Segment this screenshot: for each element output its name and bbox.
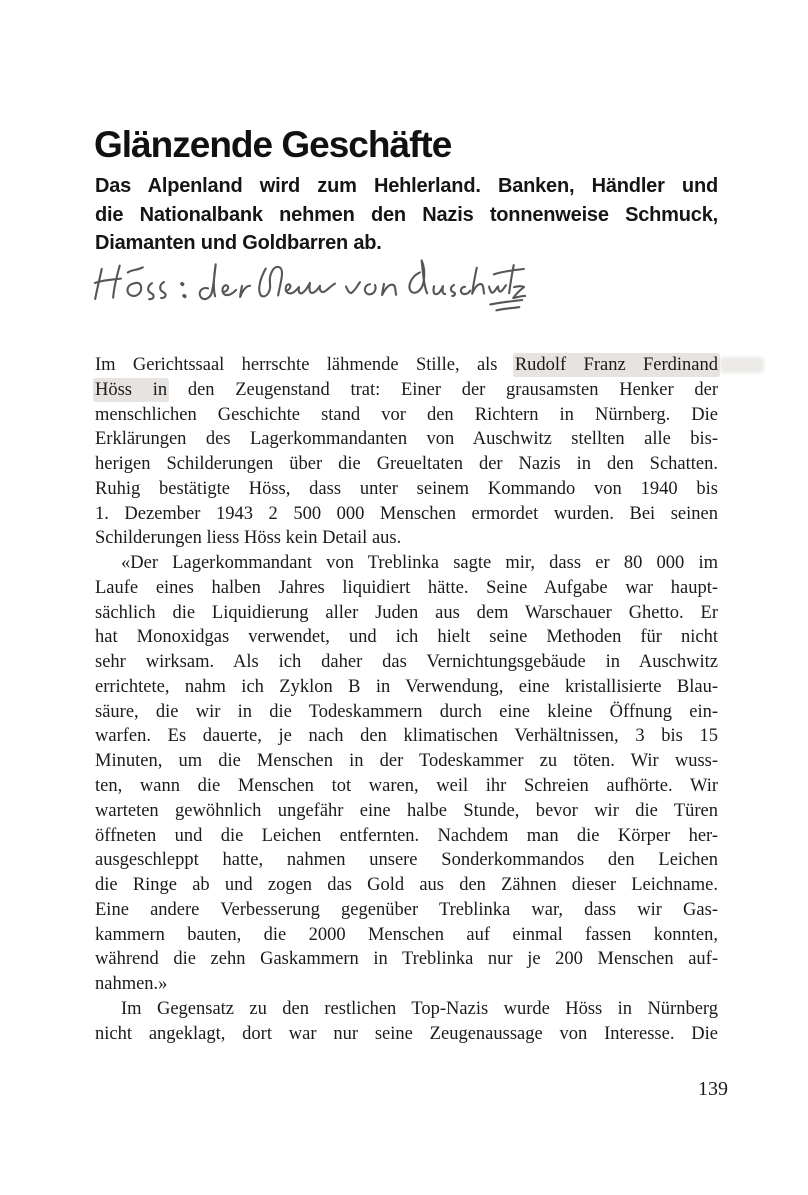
text-line: menschlichen Geschichte stand vor den Richtern in Nürnberg. Die (95, 404, 718, 425)
text-line: während die zehn Gaskammern in Treblinka nur je 200 Menschen auf- (95, 949, 718, 970)
text-line: Erklärungen des Lagerkommandanten von Auschwitz stellten alle bis- (95, 429, 718, 450)
text-line: Im Gerichtssaal herrschte lähmende Stille, als Rudolf Franz Ferdinand (95, 355, 718, 375)
text-line: Schilderungen liess Höss kein Detail aus. (95, 528, 402, 549)
text-line: nahmen.» (95, 974, 168, 995)
page-title: Glänzende Geschäfte (94, 123, 452, 165)
paragraph (95, 551, 718, 997)
text-line: warfen. Es dauerte, je nach den klimatischen Verhältnissen, 3 bis 15 (95, 726, 718, 747)
text-line: warteten gewöhnlich ungefähr eine halbe Stunde, bevor wir die Türen (95, 800, 718, 821)
lead-line: die Nationalbank nehmen den Nazis tonnenweise Schmuck, (95, 203, 718, 226)
text-line: 1. Dezember 1943 2 500 000 Menschen ermordet wurden. Bei seinen (95, 503, 718, 524)
text-line: öffneten und die Leichen entfernten. Nachdem man die Körper her- (95, 825, 718, 846)
text-line: Ruhig bestätigte Höss, dass unter seinem Kommando von 1940 bis (95, 478, 718, 499)
handwriting-strokes (90, 247, 527, 323)
page-number: 139 (698, 1078, 728, 1100)
text-line: Eine andere Verbesserung gegenüber Treblinka war, dass wir Gas- (95, 899, 718, 920)
paragraph (95, 353, 718, 551)
text-line: sächlich die Liquidierung aller Juden aus dem Warschauer Ghetto. Er (95, 602, 718, 623)
text-line: Im Gegensatz zu den restlichen Top-Nazis wurde Höss in Nürnberg (121, 998, 718, 1019)
text-line: sehr wirksam. Als ich daher das Vernichtungsgebäude in Auschwitz (95, 652, 718, 673)
text-line: Laufe eines halben Jahres liquidiert hätte. Seine Aufgabe war haupt- (95, 577, 718, 598)
body-text (95, 353, 718, 1046)
text-line: ausgeschleppt hatte, nahmen unsere Sonderkommandos den Leichen (95, 850, 718, 871)
highlighted-text: Rudolf Franz Ferdinand (514, 355, 718, 375)
text-line: «Der Lagerkommandant von Treblinka sagte mir, dass er 80 000 im (121, 553, 718, 574)
lead-line: Diamanten und Goldbarren ab. (95, 232, 382, 255)
text-line: kammern bauten, die 2000 Menschen auf einmal fassen konnten, (95, 924, 718, 945)
text-line: ten, wann die Menschen tot waren, weil ihr Schreien aufhörte. Wir (95, 776, 718, 797)
text-line: säure, die wir in die Todeskammern durch eine kleine Öffnung ein- (95, 701, 718, 722)
text-line: Höss in den Zeugenstand trat: Einer der grausamsten Henker der (95, 379, 718, 400)
text-line: hat Monoxidgas verwendet, und ich hielt seine Methoden für nicht (95, 627, 718, 648)
text-line: nicht angeklagt, dort war nur seine Zeugenaussage von Interesse. Die (95, 1023, 718, 1044)
highlighted-text: Höss in (95, 379, 168, 400)
text-line: errichtete, nahm ich Zyklon B in Verwendung, eine kristallisierte Blau- (95, 676, 718, 697)
text-line: herigen Schilderungen über die Greueltaten der Nazis in den Schatten. (95, 454, 718, 475)
lead-paragraph (95, 172, 718, 258)
scan-smudge (720, 357, 764, 373)
lead-line: Das Alpenland wird zum Hehlerland. Banken, Händler und (95, 175, 718, 197)
handwritten-annotation (90, 247, 527, 323)
text-line: die Ringe ab und zogen das Gold aus den Zähnen dieser Leichname. (95, 875, 718, 896)
paragraph (95, 997, 718, 1047)
text-line: Minuten, um die Menschen in der Todeskammer zu töten. Wir wuss- (95, 751, 718, 772)
